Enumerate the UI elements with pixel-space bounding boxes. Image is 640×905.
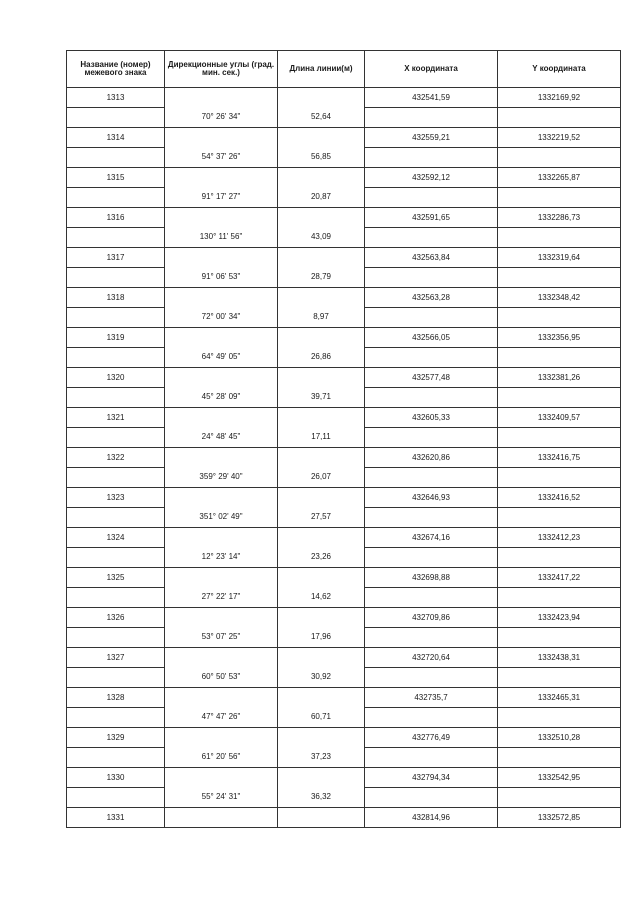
empty-cell [365, 228, 498, 248]
empty-cell [165, 248, 278, 268]
x-coordinate: 432674,16 [365, 528, 498, 548]
empty-cell [278, 368, 365, 388]
empty-cell [365, 788, 498, 808]
empty-cell [278, 208, 365, 228]
empty-cell [278, 808, 365, 828]
x-coordinate: 432776,49 [365, 728, 498, 748]
empty-cell [165, 448, 278, 468]
empty-cell [365, 148, 498, 168]
empty-cell [165, 128, 278, 148]
empty-cell [278, 688, 365, 708]
empty-cell [165, 408, 278, 428]
empty-cell [278, 168, 365, 188]
y-coordinate: 1332265,87 [498, 168, 621, 188]
y-coordinate: 1332416,75 [498, 448, 621, 468]
table-row-point [67, 448, 621, 468]
empty-cell [365, 308, 498, 328]
point-name: 1318 [67, 288, 165, 308]
empty-cell [67, 188, 165, 208]
direction-angle: 359° 29' 40" [165, 468, 278, 488]
empty-cell [498, 668, 621, 688]
x-coordinate: 432566,05 [365, 328, 498, 348]
y-coordinate: 1332416,52 [498, 488, 621, 508]
table-row-segment [67, 428, 621, 448]
point-name: 1325 [67, 568, 165, 588]
y-coordinate: 1332409,57 [498, 408, 621, 428]
y-coordinate: 1332542,95 [498, 768, 621, 788]
line-length: 39,71 [278, 388, 365, 408]
point-name: 1331 [67, 808, 165, 828]
empty-cell [498, 148, 621, 168]
empty-cell [67, 308, 165, 328]
point-name: 1314 [67, 128, 165, 148]
table-row-segment [67, 748, 621, 768]
table-row-point [67, 728, 621, 748]
empty-cell [365, 588, 498, 608]
direction-angle: 60° 50' 53" [165, 668, 278, 688]
direction-angle: 24° 48' 45" [165, 428, 278, 448]
empty-cell [498, 348, 621, 368]
header-point-name: Название (номер) межевого знака [67, 51, 165, 88]
empty-cell [278, 488, 365, 508]
direction-angle: 64° 49' 05" [165, 348, 278, 368]
x-coordinate: 432577,48 [365, 368, 498, 388]
y-coordinate: 1332438,31 [498, 648, 621, 668]
direction-angle: 45° 28' 09" [165, 388, 278, 408]
empty-cell [165, 688, 278, 708]
empty-cell [498, 588, 621, 608]
header-y-coordinate: Y координата [498, 51, 621, 88]
empty-cell [365, 188, 498, 208]
direction-angle: 47° 47' 26" [165, 708, 278, 728]
line-length: 17,96 [278, 628, 365, 648]
empty-cell [67, 788, 165, 808]
direction-angle: 351° 02' 49" [165, 508, 278, 528]
line-length: 20,87 [278, 188, 365, 208]
empty-cell [278, 328, 365, 348]
table-row-segment [67, 468, 621, 488]
empty-cell [165, 168, 278, 188]
empty-cell [67, 748, 165, 768]
x-coordinate: 432541,59 [365, 88, 498, 108]
point-name: 1328 [67, 688, 165, 708]
y-coordinate: 1332319,64 [498, 248, 621, 268]
table-row-segment [67, 268, 621, 288]
x-coordinate: 432698,88 [365, 568, 498, 588]
empty-cell [67, 268, 165, 288]
empty-cell [498, 268, 621, 288]
y-coordinate: 1332465,31 [498, 688, 621, 708]
table-row-segment [67, 628, 621, 648]
point-name: 1326 [67, 608, 165, 628]
y-coordinate: 1332423,94 [498, 608, 621, 628]
point-name: 1320 [67, 368, 165, 388]
empty-cell [498, 308, 621, 328]
y-coordinate: 1332286,73 [498, 208, 621, 228]
empty-cell [165, 208, 278, 228]
empty-cell [67, 548, 165, 568]
empty-cell [165, 88, 278, 108]
y-coordinate: 1332572,85 [498, 808, 621, 828]
table-row-segment [67, 148, 621, 168]
line-length: 60,71 [278, 708, 365, 728]
empty-cell [278, 448, 365, 468]
table-row-segment [67, 308, 621, 328]
table-row-point [67, 408, 621, 428]
table-row-point [67, 328, 621, 348]
table-row-segment [67, 228, 621, 248]
empty-cell [498, 788, 621, 808]
table-row-point [67, 368, 621, 388]
table-row-point [67, 288, 621, 308]
x-coordinate: 432646,93 [365, 488, 498, 508]
table-row-segment [67, 668, 621, 688]
x-coordinate: 432563,84 [365, 248, 498, 268]
empty-cell [498, 108, 621, 128]
header-x-coordinate: X координата [365, 51, 498, 88]
table-row-point [67, 168, 621, 188]
empty-cell [365, 428, 498, 448]
table-row-point [67, 248, 621, 268]
table-row-segment [67, 708, 621, 728]
empty-cell [165, 568, 278, 588]
empty-cell [165, 328, 278, 348]
empty-cell [498, 388, 621, 408]
direction-angle: 72° 00' 34" [165, 308, 278, 328]
empty-cell [278, 768, 365, 788]
empty-cell [498, 628, 621, 648]
empty-cell [365, 668, 498, 688]
direction-angle: 91° 17' 27" [165, 188, 278, 208]
line-length: 17,11 [278, 428, 365, 448]
point-name: 1323 [67, 488, 165, 508]
empty-cell [365, 388, 498, 408]
line-length: 23,26 [278, 548, 365, 568]
x-coordinate: 432794,34 [365, 768, 498, 788]
empty-cell [278, 128, 365, 148]
table-row-segment [67, 108, 621, 128]
empty-cell [365, 548, 498, 568]
line-length: 30,92 [278, 668, 365, 688]
empty-cell [278, 248, 365, 268]
empty-cell [67, 508, 165, 528]
empty-cell [365, 508, 498, 528]
empty-cell [67, 228, 165, 248]
table-row-segment [67, 508, 621, 528]
direction-angle: 53° 07' 25" [165, 628, 278, 648]
empty-cell [165, 728, 278, 748]
empty-cell [365, 108, 498, 128]
table-row-point [67, 768, 621, 788]
empty-cell [365, 268, 498, 288]
y-coordinate: 1332348,42 [498, 288, 621, 308]
empty-cell [278, 608, 365, 628]
empty-cell [67, 108, 165, 128]
line-length: 43,09 [278, 228, 365, 248]
point-name: 1324 [67, 528, 165, 548]
line-length: 52,64 [278, 108, 365, 128]
table-row-segment [67, 548, 621, 568]
header-direction-angle: Дирекционные углы (град. мин. сек.) [165, 51, 278, 88]
empty-cell [165, 648, 278, 668]
empty-cell [278, 288, 365, 308]
empty-cell [498, 188, 621, 208]
y-coordinate: 1332510,28 [498, 728, 621, 748]
line-length: 8,97 [278, 308, 365, 328]
boundary-coordinates-table [66, 50, 621, 828]
x-coordinate: 432620,86 [365, 448, 498, 468]
table-row-point [67, 208, 621, 228]
empty-cell [365, 348, 498, 368]
table-row-point [67, 568, 621, 588]
table-row-point [67, 648, 621, 668]
point-name: 1322 [67, 448, 165, 468]
direction-angle: 130° 11' 56" [165, 228, 278, 248]
empty-cell [278, 728, 365, 748]
point-name: 1327 [67, 648, 165, 668]
point-name: 1317 [67, 248, 165, 268]
table-row-segment [67, 388, 621, 408]
empty-cell [365, 748, 498, 768]
table-row-point [67, 528, 621, 548]
empty-cell [498, 228, 621, 248]
empty-cell [498, 548, 621, 568]
point-name: 1321 [67, 408, 165, 428]
header-line-length: Длина линии(м) [278, 51, 365, 88]
direction-angle: 91° 06' 53" [165, 268, 278, 288]
table-row-point [67, 608, 621, 628]
y-coordinate: 1332417,22 [498, 568, 621, 588]
empty-cell [278, 648, 365, 668]
table-row-point [67, 488, 621, 508]
table-row-point [67, 808, 621, 828]
direction-angle: 12° 23' 14" [165, 548, 278, 568]
empty-cell [278, 408, 365, 428]
point-name: 1330 [67, 768, 165, 788]
x-coordinate: 432559,21 [365, 128, 498, 148]
direction-angle: 61° 20' 56" [165, 748, 278, 768]
point-name: 1315 [67, 168, 165, 188]
table-row-point [67, 128, 621, 148]
empty-cell [67, 708, 165, 728]
empty-cell [67, 628, 165, 648]
line-length: 36,32 [278, 788, 365, 808]
table-row-segment [67, 788, 621, 808]
x-coordinate: 432591,65 [365, 208, 498, 228]
direction-angle: 54° 37' 26" [165, 148, 278, 168]
direction-angle: 27° 22' 17" [165, 588, 278, 608]
table-row-point [67, 88, 621, 108]
empty-cell [67, 468, 165, 488]
x-coordinate: 432735,7 [365, 688, 498, 708]
empty-cell [498, 508, 621, 528]
empty-cell [278, 88, 365, 108]
x-coordinate: 432592,12 [365, 168, 498, 188]
x-coordinate: 432605,33 [365, 408, 498, 428]
x-coordinate: 432563,28 [365, 288, 498, 308]
empty-cell [165, 768, 278, 788]
y-coordinate: 1332381,26 [498, 368, 621, 388]
empty-cell [278, 568, 365, 588]
empty-cell [365, 628, 498, 648]
empty-cell [498, 428, 621, 448]
empty-cell [165, 808, 278, 828]
x-coordinate: 432814,96 [365, 808, 498, 828]
line-length: 56,85 [278, 148, 365, 168]
line-length: 26,07 [278, 468, 365, 488]
empty-cell [278, 528, 365, 548]
line-length: 26,86 [278, 348, 365, 368]
table-row-segment [67, 188, 621, 208]
line-length: 37,23 [278, 748, 365, 768]
y-coordinate: 1332169,92 [498, 88, 621, 108]
point-name: 1319 [67, 328, 165, 348]
empty-cell [67, 588, 165, 608]
point-name: 1329 [67, 728, 165, 748]
y-coordinate: 1332219,52 [498, 128, 621, 148]
empty-cell [498, 708, 621, 728]
line-length: 14,62 [278, 588, 365, 608]
direction-angle: 70° 26' 34" [165, 108, 278, 128]
y-coordinate: 1332356,95 [498, 328, 621, 348]
table-row-segment [67, 348, 621, 368]
empty-cell [498, 748, 621, 768]
empty-cell [67, 428, 165, 448]
empty-cell [67, 668, 165, 688]
line-length: 27,57 [278, 508, 365, 528]
empty-cell [67, 348, 165, 368]
empty-cell [165, 368, 278, 388]
empty-cell [165, 608, 278, 628]
table-row-segment [67, 588, 621, 608]
table-body [67, 88, 621, 828]
y-coordinate: 1332412,23 [498, 528, 621, 548]
x-coordinate: 432709,86 [365, 608, 498, 628]
empty-cell [67, 388, 165, 408]
point-name: 1313 [67, 88, 165, 108]
table-header-row [67, 51, 621, 88]
empty-cell [365, 468, 498, 488]
empty-cell [165, 528, 278, 548]
empty-cell [165, 488, 278, 508]
empty-cell [67, 148, 165, 168]
line-length: 28,79 [278, 268, 365, 288]
empty-cell [365, 708, 498, 728]
empty-cell [165, 288, 278, 308]
table-row-point [67, 688, 621, 708]
empty-cell [498, 468, 621, 488]
direction-angle: 55° 24' 31" [165, 788, 278, 808]
point-name: 1316 [67, 208, 165, 228]
x-coordinate: 432720,64 [365, 648, 498, 668]
